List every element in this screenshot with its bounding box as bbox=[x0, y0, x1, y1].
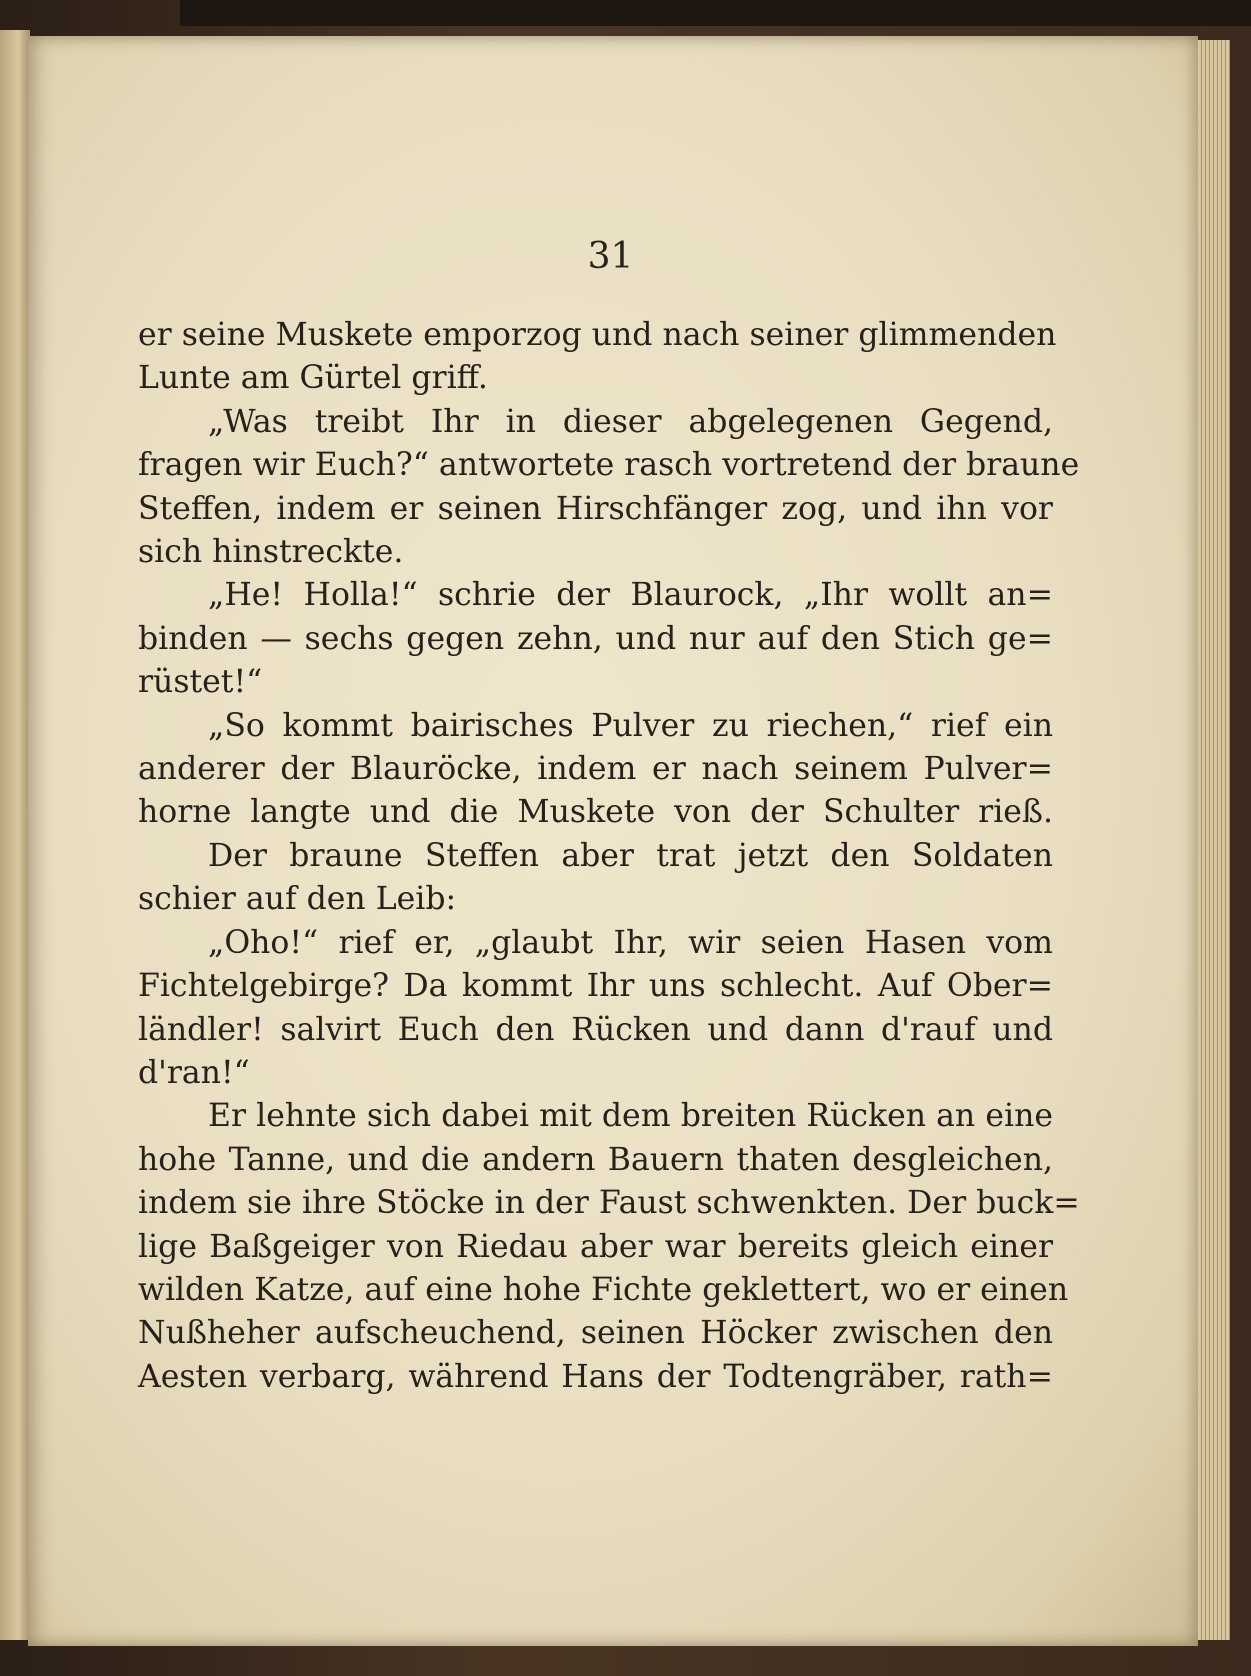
text-line: Fichtelgebirge? Da kommt Ihr uns schlecht. Auf Ober= bbox=[138, 968, 1053, 1005]
text-line: hohe Tanne, und die andern Bauern thaten desgleichen, bbox=[138, 1141, 1053, 1178]
text-line: rüstet!“ bbox=[138, 664, 263, 701]
text-line: indem sie ihre Stöcke in der Faust schwenkten. Der buck= bbox=[138, 1185, 1080, 1222]
text-line: fragen wir Euch?“ antwortete rasch vortretend der braune bbox=[138, 447, 1080, 484]
text-line: Steffen, indem er seinen Hirschfänger zog, und ihn vor bbox=[138, 490, 1053, 527]
text-line: „So kommt bairisches Pulver zu riechen,“ rief ein bbox=[208, 707, 1053, 744]
text-line: anderer der Blauröcke, indem er nach seinem Pulver= bbox=[138, 751, 1053, 788]
text-line: er seine Muskete emporzog und nach seiner glimmenden bbox=[138, 317, 1057, 353]
text-line: Aesten verbarg, während Hans der Todtengräber, rath= bbox=[138, 1358, 1053, 1395]
previous-page-edge bbox=[0, 30, 30, 1640]
text-line: Der braune Steffen aber trat jetzt den Soldaten bbox=[208, 837, 1053, 874]
text-line: „Was treibt Ihr in dieser abgelegenen Gegend, bbox=[208, 403, 1053, 440]
text-line: binden — sechs gegen zehn, und nur auf den Stich ge= bbox=[138, 620, 1053, 657]
text-line: d'ran!“ bbox=[138, 1054, 250, 1091]
text-line: „Oho!“ rief er, „glaubt Ihr, wir seien Hasen vom bbox=[208, 924, 1053, 961]
text-line: ländler! salvirt Euch den Rücken und dann d'rauf und bbox=[138, 1011, 1053, 1048]
text-line: Nußheher aufscheuchend, seinen Höcker zwischen den bbox=[138, 1315, 1053, 1352]
text-line: lige Baßgeiger von Riedau aber war bereits gleich einer bbox=[138, 1228, 1053, 1265]
text-line: Lunte am Gürtel griff. bbox=[138, 360, 488, 397]
text-line: Er lehnte sich dabei mit dem breiten Rücken an eine bbox=[208, 1098, 1053, 1135]
page-body-text bbox=[138, 314, 1080, 1399]
text-line: horne langte und die Muskete von der Schulter rieß. bbox=[138, 794, 1053, 831]
book-page bbox=[28, 36, 1198, 1646]
page-number: 31 bbox=[587, 236, 634, 277]
text-line: wilden Katze, auf eine hohe Fichte geklettert, wo er einen bbox=[138, 1271, 1069, 1308]
text-line: schier auf den Leib: bbox=[138, 881, 457, 918]
text-line: „He! Holla!“ schrie der Blaurock, „Ihr wollt an= bbox=[208, 577, 1053, 614]
text-line: sich hinstreckte. bbox=[138, 534, 404, 571]
book-cover-edge bbox=[180, 0, 1251, 26]
